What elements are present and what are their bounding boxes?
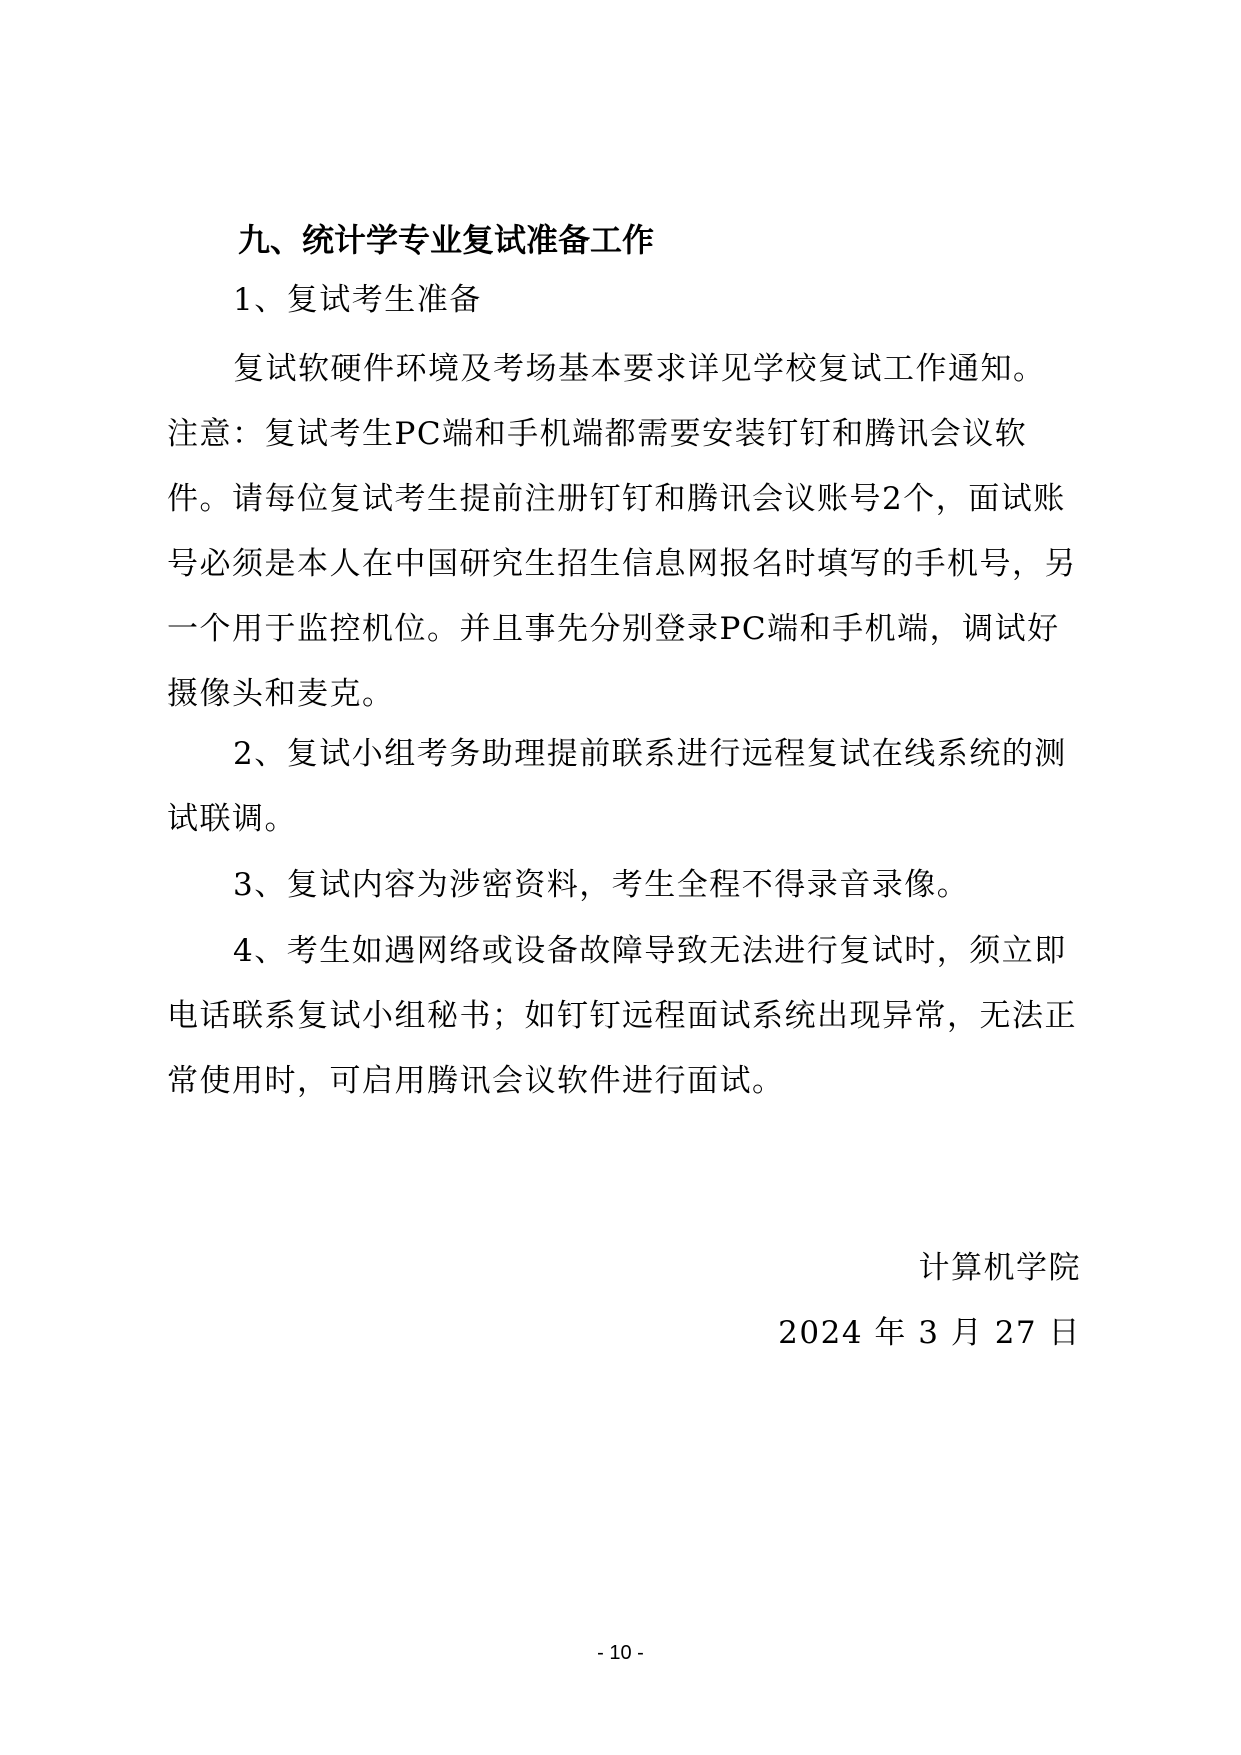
paragraph-candidate-prep-title: 1、复试考生准备 xyxy=(233,282,482,318)
section-heading: 九、统计学专业复试准备工作 xyxy=(238,221,655,259)
paragraph-failure-handling: 4、考生如遇网络或设备故障导致无法进行复试时，须立即电话联系复试小组秘书；如钉钉远程面试系统出现异常，无法正常使用时，可启用腾讯会议软件进行面试。 xyxy=(167,933,1077,1099)
paragraph-confidentiality: 3、复试内容为涉密资料，考生全程不得录音录像。 xyxy=(233,867,970,903)
paragraph-system-testing: 2、复试小组考务助理提前联系进行远程复试在线系统的测试联调。 xyxy=(167,736,1067,837)
signature-date: 2024 年 3 月 27 日 xyxy=(778,1315,1081,1351)
paragraph-environment-requirements: 复试软硬件环境及考场基本要求详见学校复试工作通知。注意：复试考生PC端和手机端都需要安装钉钉和腾讯会议软件。请每位复试考生提前注册钉钉和腾讯会议账号2个，面试账号必须是本人在中国研究生招生信息网报名时填写的手机号，另一个用于监控机位。并且事先分别登录PC端和手机端，调试好摄像头和麦克。 xyxy=(167,351,1077,712)
page-number: - 10 - xyxy=(597,1642,644,1664)
signature-organization: 计算机学院 xyxy=(918,1250,1081,1286)
